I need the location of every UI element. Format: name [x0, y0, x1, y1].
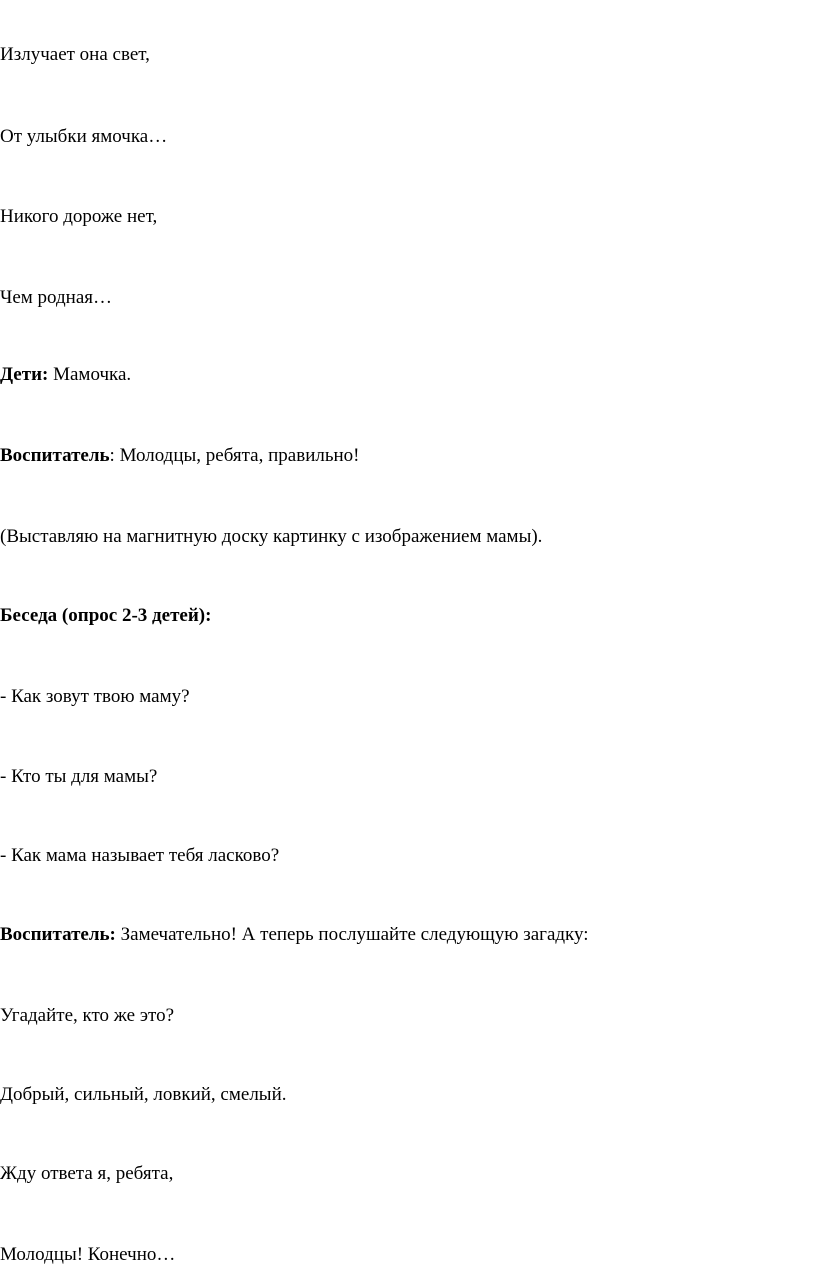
question-1: - Как зовут твою маму? [0, 686, 190, 707]
section-heading: Беседа (опрос 2-3 детей): [0, 605, 212, 626]
stage-direction: (Выставляю на магнитную доску картинку с изображением мамы). [0, 526, 543, 547]
speaker-label: Воспитатель: [0, 924, 116, 945]
poem-line-3: Никого дороже нет, [0, 206, 158, 227]
children-answer: Дети: Мамочка. [0, 364, 132, 385]
poem-line-2: От улыбки ямочка… [0, 126, 168, 147]
riddle-line-1: Угадайте, кто же это? [0, 1005, 174, 1026]
teacher-line-1: Воспитатель: Молодцы, ребята, правильно! [0, 445, 360, 466]
riddle-line-4: Молодцы! Конечно… [0, 1244, 176, 1265]
speaker-label: Дети: [0, 364, 49, 385]
question-2: - Кто ты для мамы? [0, 766, 158, 787]
riddle-line-3: Жду ответа я, ребята, [0, 1163, 174, 1184]
teacher-line-2: Воспитатель: Замечательно! А теперь послушайте следующую загадку: [0, 924, 589, 945]
question-3: - Как мама называет тебя ласково? [0, 845, 280, 866]
poem-line-4: Чем родная… [0, 287, 113, 308]
riddle-line-2: Добрый, сильный, ловкий, смелый. [0, 1084, 287, 1105]
poem-line-1: Излучает она свет, [0, 44, 150, 65]
speaker-label: Воспитатель [0, 445, 110, 466]
